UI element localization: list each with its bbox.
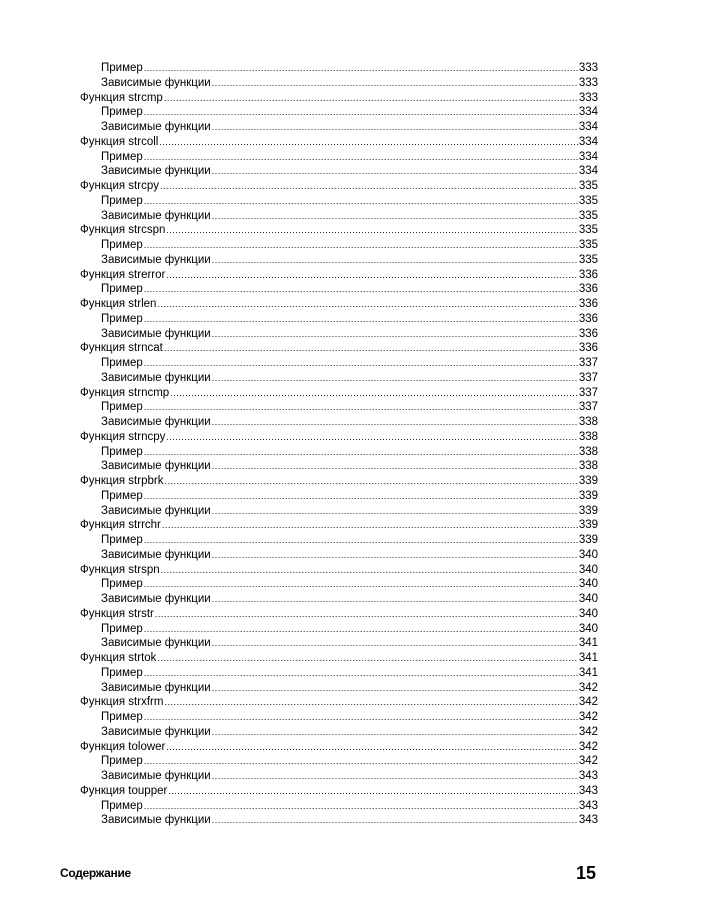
toc-dot-leader [212, 770, 578, 782]
toc-dot-leader [212, 416, 578, 428]
toc-entry-page: 341 [578, 666, 598, 679]
toc-entry-title: Зависимые функции [101, 209, 211, 222]
toc-dot-leader [168, 785, 578, 797]
toc-entry-function [80, 387, 598, 402]
toc-entry-page: 343 [578, 799, 598, 812]
toc-entry-page: 333 [578, 91, 598, 104]
toc-entry-page: 342 [578, 711, 598, 723]
table-of-contents [80, 62, 598, 829]
toc-entry-title: Зависимые функции [101, 165, 211, 178]
toc-entry-subsection [80, 446, 598, 461]
toc-entry-function [80, 298, 598, 313]
toc-entry-page: 335 [578, 194, 598, 207]
toc-dot-leader [144, 711, 578, 723]
toc-entry-function [80, 180, 598, 195]
toc-dot-leader [161, 564, 578, 576]
toc-entry-title: Функция strspn [80, 563, 160, 576]
toc-entry-page: 336 [578, 342, 598, 355]
toc-dot-leader [144, 357, 578, 369]
toc-entry-title: Зависимые функции [101, 637, 211, 650]
toc-entry-page: 342 [578, 681, 598, 694]
toc-entry-subsection [80, 151, 598, 166]
toc-dot-leader [155, 608, 578, 620]
toc-dot-leader [162, 519, 578, 531]
toc-entry-function [80, 475, 598, 490]
toc-dot-leader [144, 151, 578, 163]
toc-entry-title: Функция strncpy [80, 430, 166, 443]
toc-entry-title: Функция strlen [80, 298, 157, 310]
toc-dot-leader [144, 106, 578, 118]
toc-dot-leader [212, 460, 578, 472]
toc-entry-page: 340 [578, 578, 598, 591]
toc-dot-leader [144, 283, 578, 295]
toc-entry-page: 336 [578, 298, 598, 310]
toc-entry-page: 343 [578, 770, 598, 782]
toc-entry-page: 339 [578, 504, 598, 517]
toc-dot-leader [212, 593, 578, 605]
toc-entry-subsection [80, 239, 598, 254]
toc-entry-subsection [80, 637, 598, 652]
toc-entry-function [80, 224, 598, 239]
toc-entry-title: Пример [101, 666, 143, 679]
toc-entry-subsection [80, 121, 598, 136]
toc-dot-leader [144, 62, 578, 74]
toc-entry-subsection [80, 755, 598, 770]
toc-entry-function [80, 431, 598, 446]
toc-entry-title: Пример [101, 401, 143, 414]
toc-entry-title: Функция strncmp [80, 386, 170, 399]
toc-entry-subsection [80, 578, 598, 593]
toc-entry-subsection [80, 711, 598, 726]
running-footer-title: Содержание [60, 866, 131, 880]
toc-entry-subsection [80, 313, 598, 328]
toc-entry-title: Функция strrchr [80, 519, 161, 532]
toc-dot-leader [159, 136, 577, 148]
toc-entry-page: 338 [578, 460, 598, 473]
toc-entry-function [80, 652, 598, 667]
toc-dot-leader [157, 652, 577, 664]
toc-dot-leader [212, 121, 578, 133]
toc-entry-title: Пример [101, 489, 143, 502]
toc-entry-title: Зависимые функции [101, 253, 211, 266]
toc-entry-page: 339 [578, 489, 598, 502]
toc-dot-leader [164, 475, 577, 487]
toc-entry-title: Пример [101, 534, 143, 546]
toc-dot-leader [212, 505, 578, 517]
toc-dot-leader [144, 446, 578, 458]
toc-entry-title: Функция strcpy [80, 180, 159, 192]
toc-dot-leader [212, 549, 578, 561]
toc-entry-title: Функция strxfrm [80, 696, 164, 709]
toc-entry-page: 339 [578, 519, 598, 532]
toc-entry-title: Пример [101, 62, 143, 74]
toc-dot-leader [166, 224, 577, 236]
toc-dot-leader [212, 165, 578, 177]
toc-entry-page: 343 [578, 784, 598, 797]
toc-entry-subsection [80, 667, 598, 682]
toc-entry-title: Пример [101, 755, 143, 768]
toc-entry-page: 335 [578, 180, 598, 192]
toc-entry-page: 339 [578, 534, 598, 546]
toc-entry-title: Зависимые функции [101, 504, 211, 517]
toc-entry-subsection [80, 210, 598, 225]
toc-entry-subsection [80, 77, 598, 92]
toc-dot-leader [144, 239, 578, 251]
toc-entry-function [80, 564, 598, 579]
toc-entry-title: Зависимые функции [101, 327, 211, 340]
toc-dot-leader [144, 313, 578, 325]
toc-entry-page: 336 [578, 268, 598, 281]
toc-entry-subsection [80, 283, 598, 298]
toc-entry-title: Зависимые функции [101, 121, 211, 133]
toc-entry-subsection [80, 770, 598, 785]
toc-entry-subsection [80, 800, 598, 815]
toc-entry-page: 340 [578, 607, 598, 620]
toc-entry-subsection [80, 401, 598, 416]
toc-entry-title: Функция tolower [80, 740, 166, 753]
toc-entry-title: Зависимые функции [101, 416, 211, 428]
toc-entry-page: 337 [578, 371, 598, 384]
page-number: 15 [575, 862, 596, 883]
toc-entry-function [80, 519, 598, 534]
toc-entry-page: 342 [578, 755, 598, 768]
toc-dot-leader [164, 92, 578, 104]
toc-entry-subsection [80, 165, 598, 180]
toc-entry-title: Пример [101, 622, 143, 635]
toc-entry-page: 343 [578, 814, 598, 827]
toc-entry-subsection [80, 195, 598, 210]
toc-entry-title: Функция strstr [80, 607, 154, 620]
toc-entry-page: 339 [578, 475, 598, 487]
toc-dot-leader [212, 726, 578, 738]
toc-entry-function [80, 608, 598, 623]
toc-dot-leader [212, 372, 578, 384]
toc-entry-page: 341 [578, 637, 598, 650]
toc-entry-page: 340 [578, 548, 598, 561]
toc-entry-subsection [80, 106, 598, 121]
toc-entry-page: 342 [578, 696, 598, 709]
toc-entry-title: Зависимые функции [101, 548, 211, 561]
toc-entry-subsection [80, 726, 598, 741]
toc-entry-page: 334 [578, 165, 598, 178]
toc-entry-subsection [80, 623, 598, 638]
toc-entry-title: Пример [101, 711, 143, 723]
toc-entry-subsection [80, 372, 598, 387]
toc-entry-title: Зависимые функции [101, 681, 211, 694]
toc-entry-page: 338 [578, 445, 598, 458]
toc-entry-title: Функция toupper [80, 784, 168, 797]
toc-entry-function [80, 785, 598, 800]
toc-entry-subsection [80, 814, 598, 829]
toc-entry-function [80, 136, 598, 151]
toc-dot-leader [212, 814, 578, 826]
toc-entry-page: 342 [578, 725, 598, 738]
toc-entry-title: Функция strncat [80, 342, 163, 355]
toc-entry-title: Пример [101, 312, 143, 325]
toc-entry-subsection [80, 534, 598, 549]
toc-entry-page: 334 [578, 121, 598, 133]
toc-dot-leader [166, 741, 577, 753]
toc-entry-subsection [80, 505, 598, 520]
toc-dot-leader [212, 210, 578, 222]
toc-entry-page: 341 [578, 652, 598, 664]
toc-entry-subsection [80, 490, 598, 505]
toc-entry-page: 340 [578, 563, 598, 576]
toc-entry-page: 342 [578, 740, 598, 753]
toc-entry-page: 336 [578, 312, 598, 325]
toc-entry-page: 333 [578, 76, 598, 89]
toc-dot-leader [170, 387, 578, 399]
toc-entry-function [80, 741, 598, 756]
toc-entry-title: Зависимые функции [101, 460, 211, 473]
toc-entry-title: Пример [101, 283, 143, 296]
toc-entry-title: Пример [101, 150, 143, 163]
page-footer [60, 861, 596, 885]
toc-dot-leader [164, 342, 578, 354]
toc-dot-leader [212, 328, 578, 340]
toc-entry-subsection [80, 254, 598, 269]
toc-dot-leader [212, 254, 578, 266]
toc-dot-leader [144, 623, 578, 635]
toc-entry-function [80, 696, 598, 711]
toc-entry-function [80, 342, 598, 357]
toc-entry-page: 337 [578, 357, 598, 369]
toc-dot-leader [166, 431, 577, 443]
toc-entry-page: 335 [578, 209, 598, 222]
toc-dot-leader [144, 195, 578, 207]
toc-entry-title: Зависимые функции [101, 725, 211, 738]
toc-dot-leader [212, 682, 578, 694]
toc-entry-page: 333 [578, 62, 598, 74]
toc-entry-title: Пример [101, 799, 143, 812]
toc-entry-subsection [80, 682, 598, 697]
toc-entry-page: 334 [578, 106, 598, 119]
toc-entry-title: Пример [101, 445, 143, 458]
toc-entry-title: Пример [101, 578, 143, 591]
toc-entry-page: 340 [578, 622, 598, 635]
toc-entry-page: 334 [578, 150, 598, 163]
toc-entry-subsection [80, 593, 598, 608]
toc-entry-subsection [80, 549, 598, 564]
toc-dot-leader [144, 578, 578, 590]
toc-dot-leader [157, 298, 577, 310]
toc-entry-title: Функция strcspn [80, 224, 166, 237]
toc-entry-title: Функция strerror [80, 268, 166, 281]
toc-entry-page: 338 [578, 430, 598, 443]
toc-dot-leader [160, 180, 578, 192]
toc-entry-title: Зависимые функции [101, 371, 211, 384]
toc-entry-title: Зависимые функции [101, 814, 211, 827]
toc-dot-leader [164, 696, 577, 708]
toc-entry-title: Пример [101, 357, 143, 369]
toc-dot-leader [212, 77, 578, 89]
toc-dot-leader [144, 800, 578, 812]
toc-entry-title: Пример [101, 239, 143, 251]
toc-entry-page: 337 [578, 401, 598, 414]
toc-entry-title: Функция strtok [80, 652, 157, 664]
toc-entry-title: Зависимые функции [101, 770, 211, 782]
toc-entry-title: Функция strcoll [80, 135, 159, 148]
toc-entry-subsection [80, 460, 598, 475]
toc-entry-page: 335 [578, 253, 598, 266]
toc-entry-subsection [80, 328, 598, 343]
toc-entry-page: 340 [578, 593, 598, 605]
toc-entry-function [80, 269, 598, 284]
toc-dot-leader [144, 490, 578, 502]
toc-dot-leader [144, 534, 578, 546]
toc-entry-page: 335 [578, 224, 598, 237]
toc-dot-leader [144, 755, 578, 767]
toc-entry-page: 336 [578, 327, 598, 340]
toc-entry-title: Зависимые функции [101, 593, 211, 605]
toc-dot-leader [166, 269, 577, 281]
toc-entry-page: 334 [578, 135, 598, 148]
toc-entry-title: Зависимые функции [101, 76, 211, 89]
toc-entry-page: 335 [578, 239, 598, 251]
toc-entry-title: Пример [101, 106, 143, 119]
toc-entry-title: Функция strcmp [80, 91, 163, 104]
toc-entry-function [80, 92, 598, 107]
toc-entry-title: Функция strpbrk [80, 475, 164, 487]
toc-entry-page: 336 [578, 283, 598, 296]
toc-entry-subsection [80, 416, 598, 431]
toc-entry-page: 338 [578, 416, 598, 428]
toc-dot-leader [144, 401, 578, 413]
toc-dot-leader [212, 637, 578, 649]
toc-entry-page: 337 [578, 386, 598, 399]
toc-dot-leader [144, 667, 578, 679]
toc-entry-title: Пример [101, 194, 143, 207]
toc-entry-subsection [80, 357, 598, 372]
toc-entry-subsection [80, 62, 598, 77]
